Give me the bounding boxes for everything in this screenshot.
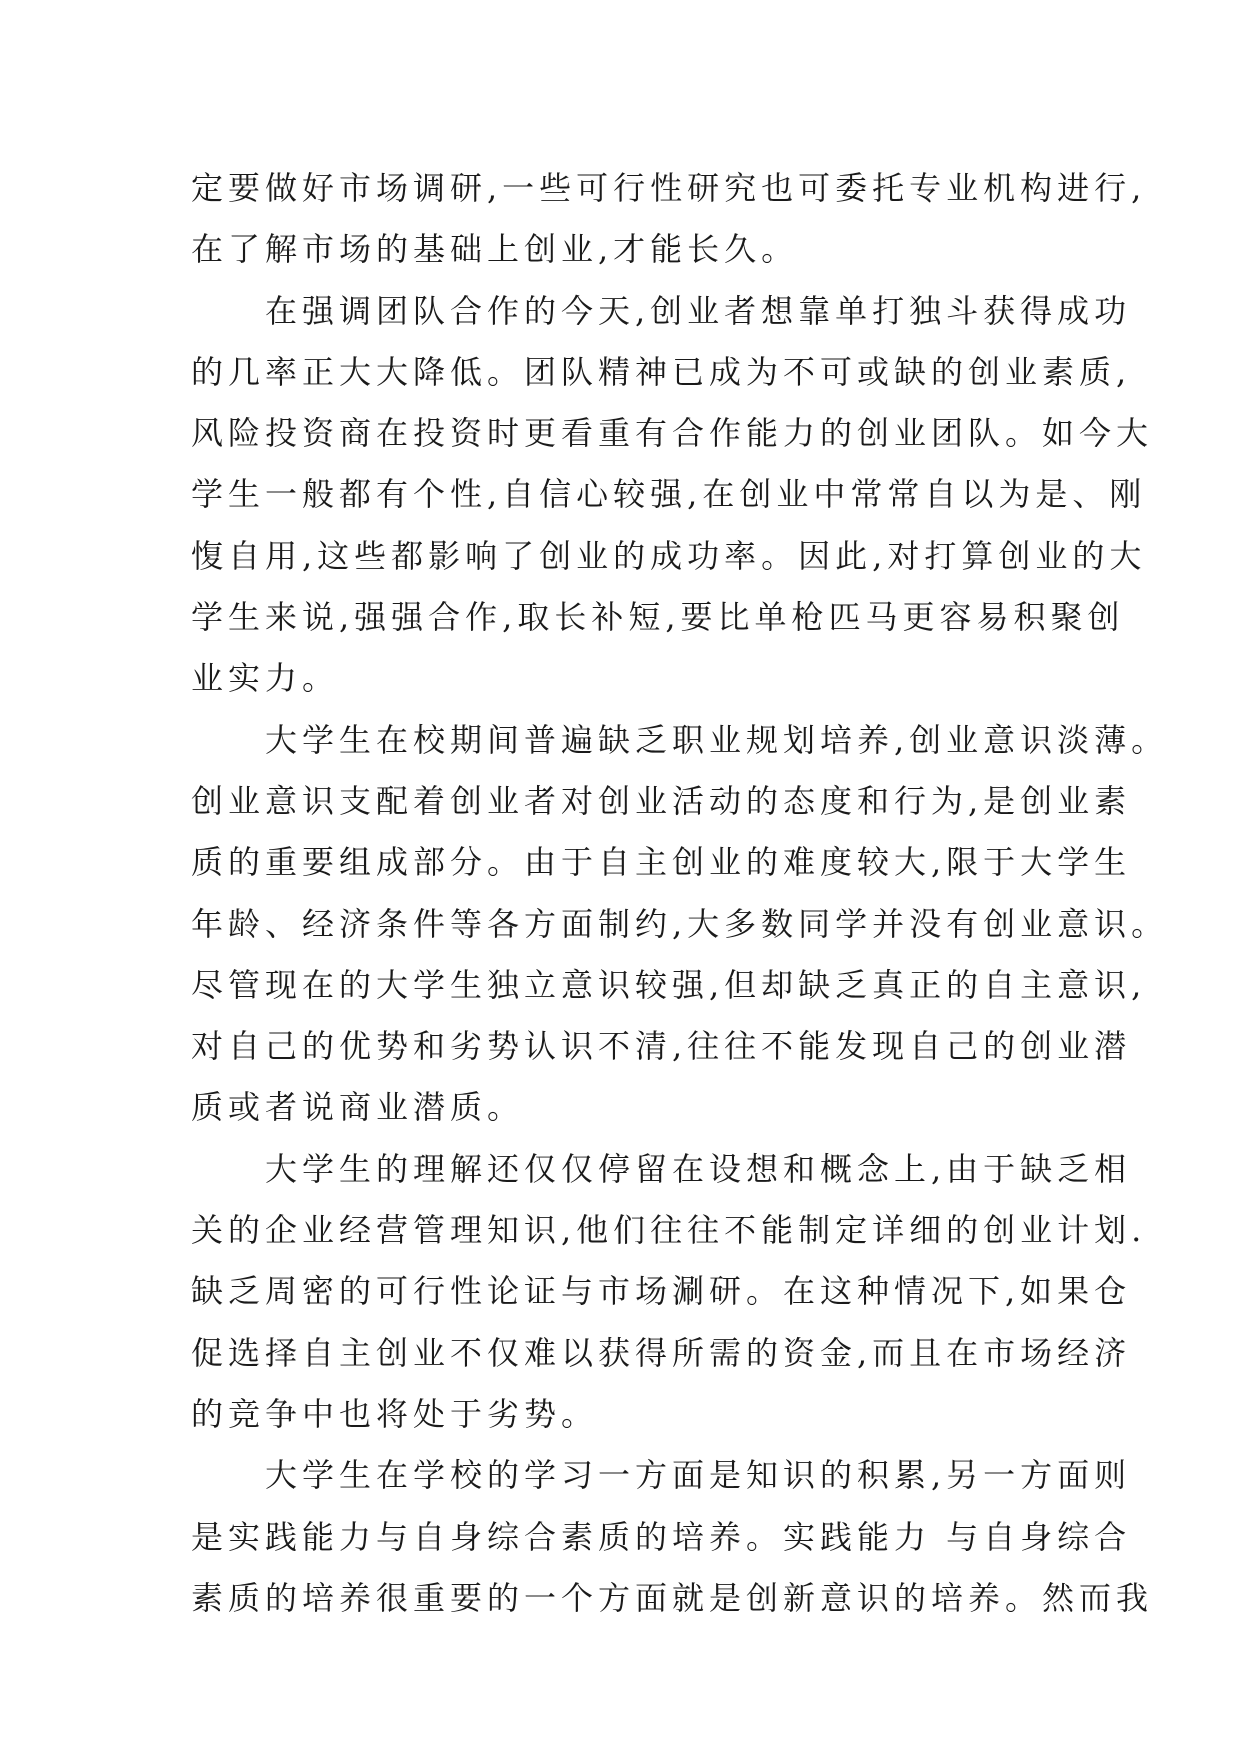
text-line: 的竞争中也将处于劣势。 [191, 1394, 599, 1433]
text-line: 创业意识支配着创业者对创业活动的态度和行为,是创业素 [191, 781, 1132, 820]
text-line: 在了解市场的基础上创业,才能长久。 [191, 230, 799, 269]
text-line: 的几率正大大降低。团队精神已成为不可或缺的创业素质, [191, 352, 1132, 391]
text-line: 大学生的理解还仅仅停留在设想和概念上,由于缺乏相 [191, 1149, 1132, 1188]
text-line: 质的重要组成部分。由于自主创业的难度较大,限于大学生 [191, 843, 1132, 882]
text-line: 定要做好市场调研,一些可行性研究也可委托专业机构进行, [191, 169, 1147, 207]
text-line: 尽管现在的大学生独立意识较强,但却缺乏真正的自主意识, [191, 965, 1147, 1004]
text-line: 质或者说商业潜质。 [191, 1088, 525, 1127]
text-line: 学生来说,强强合作,取长补短,要比单枪匹马更容易积聚创 [191, 598, 1125, 637]
text-line: 素质的培养很重要的一个方面就是创新意识的培养。然而我 [191, 1578, 1154, 1617]
text-line: 在强调团队合作的今天,创业者想靠单打独斗获得成功 [191, 291, 1132, 330]
text-line: 关的企业经营管理知识,他们往往不能制定详细的创业计划. [191, 1211, 1147, 1250]
text-line: 大学生在校期间普遍缺乏职业规划培养,创业意识淡薄。 [191, 720, 1169, 759]
text-line: 缺乏周密的可行性论证与市场涮研。在这种情况下,如果仓 [191, 1272, 1132, 1311]
text-line: 促选择自主创业不仅难以获得所需的资金,而且在市场经济 [191, 1333, 1132, 1372]
body-text [191, 158, 1169, 1629]
text-line: 学生一般都有个性,自信心较强,在创业中常常自以为是、刚 [191, 475, 1147, 514]
text-line: 大学生在学校的学习一方面是知识的积累,另一方面则 [191, 1456, 1132, 1495]
text-line: 业实力。 [191, 659, 340, 698]
text-line: 风险投资商在投资时更看重有合作能力的创业团队。如今大 [191, 414, 1154, 453]
text-line: 对自己的优势和劣势认识不清,往往不能发现自己的创业潜 [191, 1027, 1132, 1066]
text-line: 是实践能力与自身综合素质的培养。实践能力 与自身综合 [191, 1517, 1132, 1556]
text-line: 年龄、经济条件等各方面制约,大多数同学并没有创业意识。 [191, 904, 1169, 943]
text-line: 愎自用,这些都影响了创业的成功率。因此,对打算创业的大 [191, 536, 1147, 575]
